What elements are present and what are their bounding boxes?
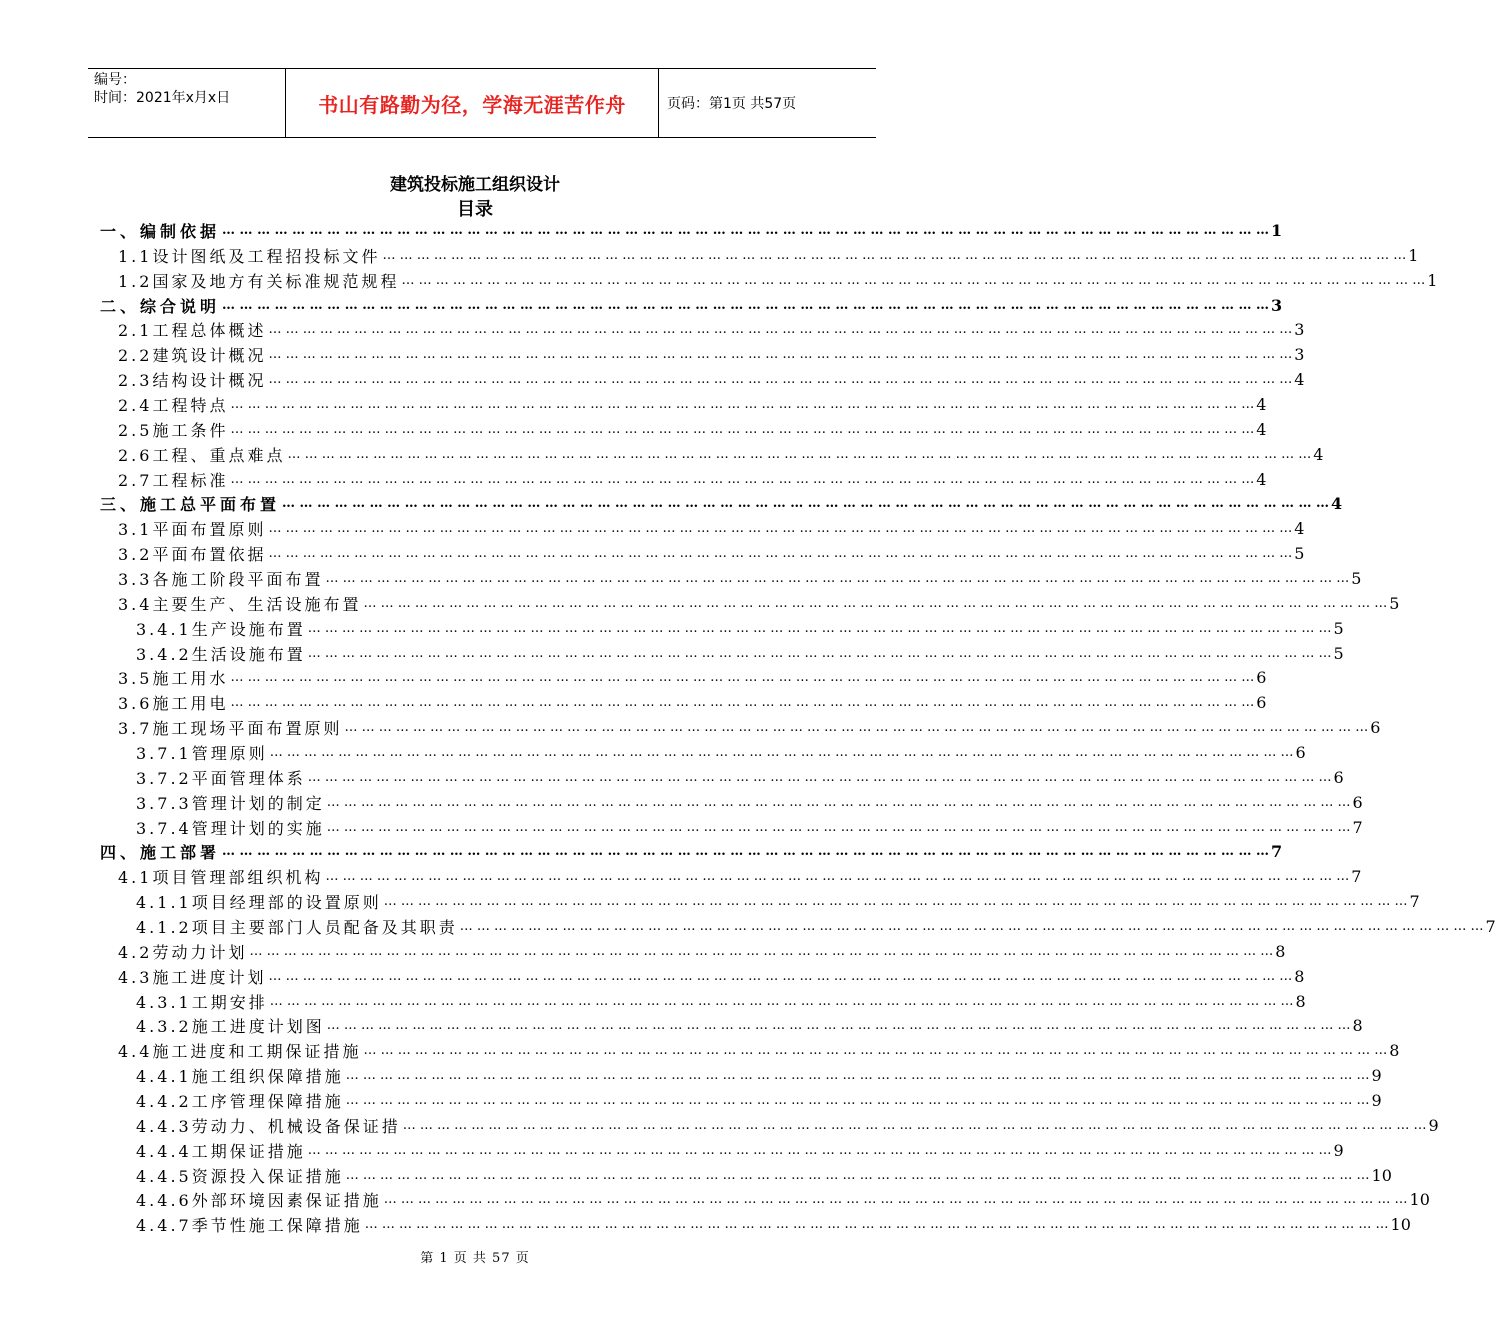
toc-entry-label: 4.4.1施工组织保障措施: [136, 1067, 344, 1087]
toc-entry-page: 4: [1294, 370, 1305, 390]
toc-entry-page: 4: [1313, 444, 1324, 464]
toc-leader-dots: … … … … … … … … … … … … … … … … … … … … … … … … … … … … … … … … … … … … … … … … … … … … … … … … … … … … … … … … … … … …: [326, 819, 1351, 835]
toc-entry-page: 7: [1271, 842, 1283, 862]
toc-entry-page: 9: [1428, 1115, 1439, 1135]
toc-entry[interactable]: [100, 765, 1344, 790]
toc-entry[interactable]: [100, 839, 1283, 864]
toc-entry[interactable]: [100, 1138, 1344, 1163]
toc-leader-dots: … … … … … … … … … … … … … … … … … … … … … … … … … … … … … … … … … … … … … … … … … … … … … … … … … … … … … … … … … … … …: [269, 744, 1294, 760]
toc-leader-dots: … … … … … … … … … … … … … … … … … … … … … … … … … … … … … … … … … … … … … … … … … … … … … … … … … … … … … … … … … … … …: [459, 918, 1484, 934]
toc-leader-dots: … … … … … … … … … … … … … … … … … … … … … … … … … … … … … … … … … … … … … … … … … … … … … … … … … … … … … … … … … … … …: [363, 595, 1388, 611]
toc-entry-label: 2.5施工条件: [118, 420, 229, 440]
toc-entry-label: 3.7.2平面管理体系: [136, 768, 306, 788]
toc-leader-dots: … … … … … … … … … … … … … … … … … … … … … … … … … … … … … … … … … … … … … … … … … … … … … … … … … … … … … … … … … … … …: [268, 521, 1293, 537]
toc-entry-label: 2.4工程特点: [118, 395, 229, 415]
toc-entry-page: 7: [1485, 916, 1496, 936]
toc-entry[interactable]: [100, 989, 1306, 1014]
toc-entry-page: 7: [1352, 817, 1363, 837]
toc-leader-dots: … … … … … … … … … … … … … … … … … … … … … … … … … … … … … … … … … … … … … … … … … … … … … … … … … … … … … … … … … … … …: [249, 943, 1274, 959]
toc-entry-label: 4.4.4工期保证措施: [136, 1141, 306, 1161]
toc-leader-dots: … … … … … … … … … … … … … … … … … … … … … … … … … … … … … … … … … … … … … … … … … … … … … … … … … … … … … … … … … … … …: [287, 446, 1312, 462]
toc-leader-dots: … … … … … … … … … … … … … … … … … … … … … … … … … … … … … … … … … … … … … … … … … … … … … … … … … … … … … … … … … … … …: [325, 869, 1350, 885]
toc-leader-dots: … … … … … … … … … … … … … … … … … … … … … … … … … … … … … … … … … … … … … … … … … … … … … … … … … … … … … … … … … … … …: [230, 396, 1255, 412]
toc-leader-dots: … … … … … … … … … … … … … … … … … … … … … … … … … … … … … … … … … … … … … … … … … … … … … … … … … … … … … … … … … … … …: [307, 769, 1332, 785]
toc-entry-page: 4: [1256, 419, 1267, 439]
toc-leader-dots: … … … … … … … … … … … … … … … … … … … … … … … … … … … … … … … … … … … … … … … … … … … … … … … … … … … … … … … … … … … …: [345, 1093, 1370, 1108]
toc-leader-dots: … … … … … … … … … … … … … … … … … … … … … … … … … … … … … … … … … … … … … … … … … … … … … … … … … … … … … … … … … … … …: [222, 222, 1270, 238]
toc-entry[interactable]: [100, 889, 1420, 914]
toc-entry-label: 4.1项目管理部组织机构: [118, 868, 324, 888]
toc-entry-page: 5: [1389, 593, 1400, 613]
toc-entry[interactable]: [100, 665, 1267, 690]
toc-entry-label: 3.2平面布置依据: [118, 545, 267, 565]
toc-entry-page: 10: [1390, 1215, 1411, 1235]
toc-entry-label: 2.2建筑设计概况: [118, 346, 267, 366]
toc-entry-page: 5: [1294, 544, 1305, 564]
toc-entry[interactable]: [100, 317, 1305, 342]
toc-entry[interactable]: [100, 790, 1363, 815]
toc-leader-dots: … … … … … … … … … … … … … … … … … … … … … … … … … … … … … … … … … … … … … … … … … … … … … … … … … … … … … … … … … … … …: [345, 1068, 1370, 1084]
toc-leader-dots: … … … … … … … … … … … … … … … … … … … … … … … … … … … … … … … … … … … … … … … … … … … … … … … … … … … … … … … … … … … …: [222, 844, 1270, 860]
toc-entry-label: 一、编制依据: [100, 221, 221, 241]
toc-entry[interactable]: [100, 268, 1438, 293]
toc-entry-page: 10: [1409, 1190, 1430, 1210]
toc-entry[interactable]: [100, 442, 1324, 467]
header-meta: [88, 69, 286, 137]
toc-entry-label: 2.1工程总体概述: [118, 321, 267, 341]
header-slogan: 书山有路勤为径，学海无涯苦作舟: [286, 69, 659, 137]
toc-leader-dots: … … … … … … … … … … … … … … … … … … … … … … … … … … … … … … … … … … … … … … … … … … … … … … … … … … … … … … … … … … … …: [325, 570, 1350, 586]
toc-entry-page: 4: [1331, 494, 1343, 514]
toc-entry[interactable]: [100, 541, 1305, 566]
page-footer: 第 1 页 共 57 页: [420, 1251, 530, 1266]
time-label: 时间：2021年x月x日: [94, 90, 231, 106]
toc-entry-label: 3.6施工用电: [118, 694, 229, 714]
toc-entry-label: 3.1平面布置原则: [118, 520, 267, 540]
toc-entry-label: 1.1设计图纸及工程招投标文件: [118, 246, 381, 266]
toc-entry-label: 4.1.1项目经理部的设置原则: [136, 893, 382, 913]
toc-leader-dots: … … … … … … … … … … … … … … … … … … … … … … … … … … … … … … … … … … … … … … … … … … … … … … … … … … … … … … … … … … … …: [268, 322, 1293, 338]
toc-entry[interactable]: [100, 864, 1362, 889]
toc-entry-label: 4.1.2项目主要部门人员配备及其职责: [136, 917, 458, 937]
toc-entry[interactable]: [100, 740, 1306, 765]
toc-entry-label: 3.4.2生活设施布置: [136, 644, 306, 664]
toc-entry-page: 6: [1256, 668, 1267, 688]
toc-entry-page: 5: [1333, 618, 1344, 638]
toc-leader-dots: … … … … … … … … … … … … … … … … … … … … … … … … … … … … … … … … … … … … … … … … … … … … … … … … … … … … … … … … … … … …: [402, 1117, 1427, 1133]
toc-entry-page: 3: [1294, 345, 1305, 365]
toc-entry[interactable]: [100, 1212, 1411, 1237]
toc-entry-label: 3.7.4管理计划的实施: [136, 818, 325, 838]
toc-entry[interactable]: [100, 516, 1305, 541]
toc-leader-dots: … … … … … … … … … … … … … … … … … … … … … … … … … … … … … … … … … … … … … … … … … … … … … … … … … … … … … … … … … … … …: [307, 645, 1332, 661]
toc-entry[interactable]: [100, 467, 1267, 492]
toc-entry-page: 7: [1409, 892, 1420, 912]
toc-leader-dots: … … … … … … … … … … … … … … … … … … … … … … … … … … … … … … … … … … … … … … … … … … … … … … … … … … … … … … … … … … … …: [401, 272, 1426, 288]
toc-leader-dots: … … … … … … … … … … … … … … … … … … … … … … … … … … … … … … … … … … … … … … … … … … … … … … … … … … … … … … … … … … … …: [222, 297, 1270, 313]
toc-leader-dots: … … … … … … … … … … … … … … … … … … … … … … … … … … … … … … … … … … … … … … … … … … … … … … … … … … … … … … … … … … … …: [268, 968, 1293, 984]
toc-entry-label: 三、施工总平面布置: [100, 495, 281, 515]
number-label: 编号：: [94, 72, 136, 88]
toc-leader-dots: … … … … … … … … … … … … … … … … … … … … … … … … … … … … … … … … … … … … … … … … … … … … … … … … … … … … … … … … … … … …: [230, 421, 1255, 437]
toc-entry-page: 1: [1408, 245, 1419, 265]
toc-entry-page: 6: [1370, 718, 1381, 738]
document-title: 建筑投标施工组织设计: [390, 175, 560, 195]
toc-entry-label: 3.7施工现场平面布置原则: [118, 719, 343, 739]
toc-entry-label: 3.7.1管理原则: [136, 743, 268, 763]
toc-entry-label: 4.4.6外部环境因素保证措施: [136, 1191, 382, 1211]
toc-leader-dots: … … … … … … … … … … … … … … … … … … … … … … … … … … … … … … … … … … … … … … … … … … … … … … … … … … … … … … … … … … … …: [307, 620, 1332, 636]
toc-entry[interactable]: [100, 1088, 1382, 1113]
toc-entry-label: 3.7.3管理计划的制定: [136, 793, 325, 813]
toc-leader-dots: … … … … … … … … … … … … … … … … … … … … … … … … … … … … … … … … … … … … … … … … … … … … … … … … … … … … … … … … … … … …: [268, 347, 1293, 363]
toc-entry[interactable]: [100, 218, 1283, 243]
toc-entry-page: 10: [1371, 1165, 1392, 1185]
toc-entry-page: 3: [1271, 295, 1283, 315]
toc-entry[interactable]: [100, 293, 1283, 318]
toc-entry-label: 4.3施工进度计划: [118, 967, 267, 987]
toc-entry[interactable]: [100, 914, 1496, 939]
header-page-label: 页码：第1页 共57页: [667, 96, 797, 112]
toc-entry[interactable]: [100, 715, 1381, 740]
page-header: [88, 68, 876, 138]
toc-entry-label: 2.3结构设计概况: [118, 371, 267, 391]
toc-entry-label: 四、施工部署: [100, 843, 221, 863]
toc-entry[interactable]: [100, 342, 1305, 367]
toc-entry-label: 4.4施工进度和工期保证措施: [118, 1042, 362, 1062]
toc-entry-page: 9: [1333, 1140, 1344, 1160]
toc-entry[interactable]: [100, 1063, 1382, 1088]
toc-entry-label: 4.2劳动力计划: [118, 942, 248, 962]
toc-entry-page: 4: [1294, 519, 1305, 539]
toc-leader-dots: … … … … … … … … … … … … … … … … … … … … … … … … … … … … … … … … … … … … … … … … … … … … … … … … … … … … … … … … … … … …: [383, 894, 1408, 910]
toc-entry-label: 4.4.3劳动力、机械设备保证措: [136, 1116, 401, 1136]
toc-entry[interactable]: [100, 566, 1362, 591]
toc-entry-page: 4: [1256, 394, 1267, 414]
toc-entry[interactable]: [100, 1038, 1400, 1063]
toc-entry-label: 4.4.7季节性施工保障措施: [136, 1216, 363, 1236]
toc-leader-dots: … … … … … … … … … … … … … … … … … … … … … … … … … … … … … … … … … … … … … … … … … … … … … … … … … … … … … … … … … … … …: [383, 1192, 1408, 1208]
toc-entry-page: 4: [1256, 469, 1267, 489]
toc-leader-dots: … … … … … … … … … … … … … … … … … … … … … … … … … … … … … … … … … … … … … … … … … … … … … … … … … … … … … … … … … … … …: [268, 546, 1293, 562]
toc-entry-page: 6: [1256, 693, 1267, 713]
toc-leader-dots: … … … … … … … … … … … … … … … … … … … … … … … … … … … … … … … … … … … … … … … … … … … … … … … … … … … … … … … … … … … …: [282, 496, 1330, 512]
toc-leader-dots: … … … … … … … … … … … … … … … … … … … … … … … … … … … … … … … … … … … … … … … … … … … … … … … … … … … … … … … … … … … …: [363, 1043, 1388, 1059]
toc-entry-page: 5: [1351, 568, 1362, 588]
toc-entry[interactable]: [100, 417, 1267, 442]
toc-entry-page: 6: [1352, 792, 1363, 812]
toc-leader-dots: … … … … … … … … … … … … … … … … … … … … … … … … … … … … … … … … … … … … … … … … … … … … … … … … … … … … … … … … … … … …: [326, 1018, 1351, 1034]
toc-entry[interactable]: [100, 367, 1305, 392]
toc-entry[interactable]: [100, 964, 1305, 989]
toc-entry-page: 8: [1352, 1016, 1363, 1036]
toc-entry[interactable]: [100, 616, 1344, 641]
toc-entry-page: 8: [1295, 991, 1306, 1011]
toc-entry-label: 二、综合说明: [100, 296, 221, 316]
toc-entry-label: 3.4.1生产设施布置: [136, 619, 306, 639]
toc-entry-page: 7: [1351, 867, 1362, 887]
toc-leader-dots: … … … … … … … … … … … … … … … … … … … … … … … … … … … … … … … … … … … … … … … … … … … … … … … … … … … … … … … … … … … …: [230, 471, 1255, 487]
toc-entry-label: 3.4主要生产、生活设施布置: [118, 594, 362, 614]
toc-entry[interactable]: [100, 1014, 1363, 1039]
toc-leader-dots: … … … … … … … … … … … … … … … … … … … … … … … … … … … … … … … … … … … … … … … … … … … … … … … … … … … … … … … … … … … …: [268, 372, 1293, 388]
toc-entry-label: 4.3.1工期安排: [136, 992, 268, 1012]
toc-entry-page: 5: [1333, 643, 1344, 663]
toc-entry-page: 1: [1427, 270, 1438, 290]
toc-entry-label: 3.5施工用水: [118, 669, 229, 689]
toc-leader-dots: … … … … … … … … … … … … … … … … … … … … … … … … … … … … … … … … … … … … … … … … … … … … … … … … … … … … … … … … … … … …: [345, 1167, 1370, 1183]
toc-entry-page: 6: [1295, 742, 1306, 762]
toc-entry-page: 9: [1371, 1091, 1382, 1110]
toc-entry[interactable]: [100, 392, 1267, 417]
toc-entry[interactable]: [100, 491, 1343, 516]
toc-entry-page: 1: [1271, 220, 1283, 240]
table-of-contents: [100, 218, 1496, 1237]
toc-entry-page: 3: [1294, 320, 1305, 340]
toc-entry[interactable]: [100, 815, 1363, 840]
toc-leader-dots: … … … … … … … … … … … … … … … … … … … … … … … … … … … … … … … … … … … … … … … … … … … … … … … … … … … … … … … … … … … …: [364, 1217, 1389, 1233]
toc-entry-page: 9: [1371, 1066, 1382, 1086]
toc-entry-label: 1.2国家及地方有关标准规范规程: [118, 271, 400, 291]
toc-entry-label: 3.3各施工阶段平面布置: [118, 569, 324, 589]
toc-entry-label: 4.3.2施工进度计划图: [136, 1017, 325, 1037]
toc-leader-dots: … … … … … … … … … … … … … … … … … … … … … … … … … … … … … … … … … … … … … … … … … … … … … … … … … … … … … … … … … … … …: [230, 695, 1255, 711]
toc-entry-page: 8: [1389, 1041, 1400, 1061]
toc-leader-dots: … … … … … … … … … … … … … … … … … … … … … … … … … … … … … … … … … … … … … … … … … … … … … … … … … … … … … … … … … … … …: [230, 670, 1255, 686]
toc-entry[interactable]: [100, 641, 1344, 666]
toc-leader-dots: … … … … … … … … … … … … … … … … … … … … … … … … … … … … … … … … … … … … … … … … … … … … … … … … … … … … … … … … … … … …: [307, 1142, 1332, 1158]
toc-leader-dots: … … … … … … … … … … … … … … … … … … … … … … … … … … … … … … … … … … … … … … … … … … … … … … … … … … … … … … … … … … … …: [326, 794, 1351, 810]
toc-entry-page: 6: [1333, 767, 1344, 787]
toc-entry-page: 8: [1275, 941, 1286, 961]
toc-entry[interactable]: [100, 939, 1286, 964]
toc-entry[interactable]: [100, 591, 1400, 616]
toc-leader-dots: … … … … … … … … … … … … … … … … … … … … … … … … … … … … … … … … … … … … … … … … … … … … … … … … … … … … … … … … … … … …: [382, 247, 1407, 263]
toc-entry[interactable]: [100, 1113, 1439, 1138]
toc-entry-label: 4.4.5资源投入保证措施: [136, 1166, 344, 1186]
toc-entry-page: 8: [1294, 966, 1305, 986]
toc-entry-label: 2.7工程标准: [118, 470, 229, 490]
toc-entry-label: 2.6工程、重点难点: [118, 445, 286, 465]
toc-leader-dots: … … … … … … … … … … … … … … … … … … … … … … … … … … … … … … … … … … … … … … … … … … … … … … … … … … … … … … … … … … … …: [344, 720, 1369, 736]
toc-entry[interactable]: [100, 243, 1419, 268]
toc-entry[interactable]: [100, 1188, 1430, 1213]
toc-leader-dots: … … … … … … … … … … … … … … … … … … … … … … … … … … … … … … … … … … … … … … … … … … … … … … … … … … … … … … … … … … … …: [269, 993, 1294, 1009]
toc-entry[interactable]: [100, 1163, 1392, 1188]
toc-title: 目录: [457, 199, 493, 220]
toc-entry[interactable]: [100, 690, 1267, 715]
toc-entry-label: 4.4.2工序管理保障措施: [136, 1092, 344, 1111]
